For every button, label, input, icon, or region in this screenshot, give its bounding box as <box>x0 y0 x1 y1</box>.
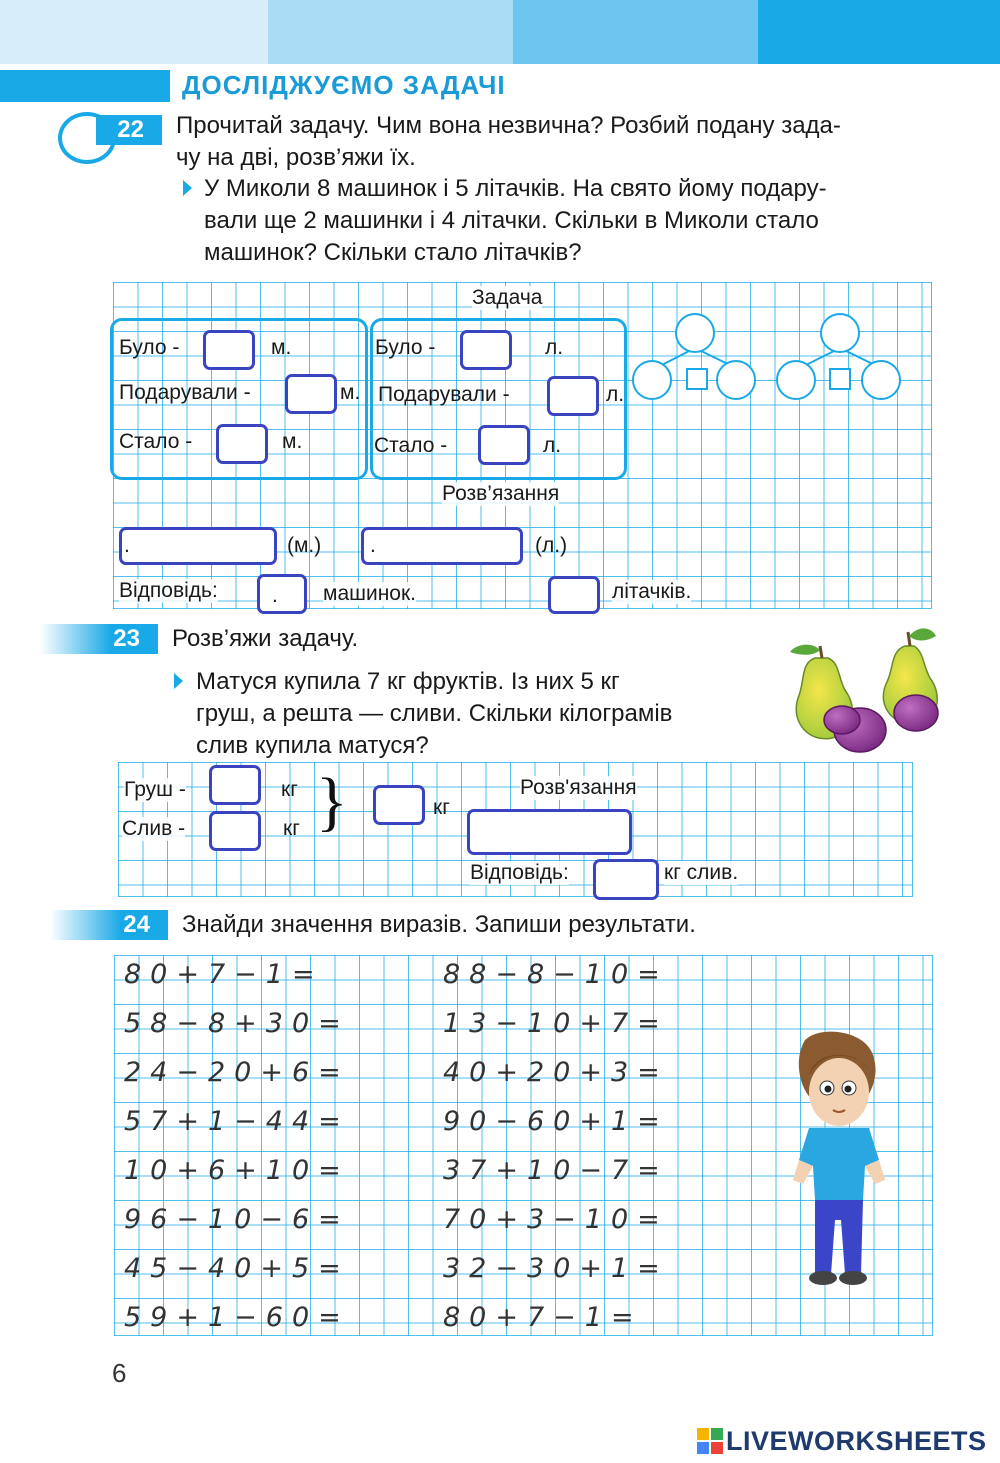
left-podaruvaly-label: Подарували - <box>119 381 251 404</box>
expression-left-2: 58−8+30= <box>124 1008 350 1039</box>
task-24-number: 24 <box>50 910 168 940</box>
slyv-unit: кг <box>283 817 300 840</box>
answer-cars-dot: . <box>272 584 278 607</box>
grush-label: Груш - <box>124 778 186 801</box>
rozvyazannya-label: Розв’язання <box>442 482 560 505</box>
task-22-problem-line1: У Миколи 8 машинок і 5 літачків. На свято йому подару- <box>204 175 827 202</box>
solution-cars-input[interactable] <box>119 527 277 565</box>
expression-right-4: 90−60+1= <box>443 1106 669 1137</box>
total-unit: кг <box>433 796 450 819</box>
left-bulo-input[interactable] <box>203 330 255 370</box>
fruit-illustration <box>770 618 950 763</box>
task-23-problem-line1: Матуся купила 7 кг фруктів. Із них 5 кг <box>196 668 620 695</box>
page-number: 6 <box>112 1358 127 1388</box>
task-22-problem-line2: вали ще 2 машинки і 4 літачки. Скільки в Миколи стало <box>204 207 819 234</box>
expression-left-6: 96−10−6= <box>124 1204 350 1235</box>
solution-planes-unit: (л.) <box>535 534 568 557</box>
task-23-problem-line2: груш, а решта — сливи. Скільки кілограмів <box>196 700 673 727</box>
task-22-instruction-line1: Прочитай задачу. Чим вона незвична? Розбий подану зада- <box>176 112 841 139</box>
left-podaruvaly-unit: м. <box>340 381 361 404</box>
task-24-instruction: Знайди значення виразів. Запиши результати. <box>182 911 696 938</box>
right-bulo-input[interactable] <box>460 330 512 370</box>
answer-cars-input[interactable] <box>257 574 307 614</box>
slyv-label: Слив - <box>122 817 186 840</box>
curly-brace-icon: } <box>316 765 348 838</box>
solution-planes-input[interactable] <box>361 527 523 565</box>
diagram1-part-circle-right[interactable] <box>716 360 756 400</box>
diagram1-sign-square[interactable] <box>686 368 708 390</box>
answer-planes-unit: літачків. <box>612 580 692 603</box>
left-stalo-unit: м. <box>282 430 303 453</box>
left-stalo-label: Стало - <box>119 430 193 453</box>
answer-23-label: Відповідь: <box>470 861 569 884</box>
diagram1-part-circle-left[interactable] <box>632 360 672 400</box>
zadacha-label: Задача <box>472 286 543 309</box>
right-stalo-unit: л. <box>543 434 562 457</box>
expression-right-2: 13−10+7= <box>443 1008 669 1039</box>
top-band-4 <box>758 0 1000 64</box>
task-22-number: 22 <box>96 115 162 145</box>
diagram2-part-circle-right[interactable] <box>861 360 901 400</box>
header-bar <box>0 70 170 102</box>
total-input[interactable] <box>373 785 425 825</box>
right-podaruvaly-input[interactable] <box>547 376 599 416</box>
solution-cars-unit: (м.) <box>287 534 322 557</box>
arrow-marker-icon <box>183 180 192 196</box>
expression-left-1: 80+7−1= <box>124 959 324 990</box>
expression-right-8: 80+7−1= <box>443 1302 643 1333</box>
answer-planes-input[interactable] <box>548 576 600 614</box>
expression-right-6: 70+3−10= <box>443 1204 669 1235</box>
diagram1-whole-circle[interactable] <box>675 313 715 353</box>
task-22-problem-line3: машинок? Скільки стало літачків? <box>204 239 582 266</box>
expression-left-3: 24−20+6= <box>124 1057 350 1088</box>
grush-input[interactable] <box>209 765 261 805</box>
solution-planes-dot: . <box>370 534 376 557</box>
expression-left-8: 59+1−60= <box>124 1302 350 1333</box>
right-bulo-label: Було - <box>375 336 436 359</box>
diagram2-whole-circle[interactable] <box>820 313 860 353</box>
answer-23-input[interactable] <box>593 859 659 900</box>
task-23-problem-line3: слив купила матуся? <box>196 732 429 759</box>
expression-left-4: 57+1−44= <box>124 1106 350 1137</box>
expression-right-5: 37+10−7= <box>443 1155 669 1186</box>
right-podaruvaly-label: Подарували - <box>378 383 510 406</box>
answer-23-unit: кг слив. <box>664 861 739 884</box>
task-22-instruction-line2: чу на дві, розв’яжи їх. <box>176 144 416 171</box>
rozvyazannya-23-label: Розв'язання <box>520 776 637 799</box>
answer-22-label: Відповідь: <box>119 579 218 602</box>
diagram2-part-circle-left[interactable] <box>776 360 816 400</box>
left-podaruvaly-input[interactable] <box>285 374 337 414</box>
slyv-input[interactable] <box>209 811 261 851</box>
solution-23-input[interactable] <box>467 809 632 855</box>
expression-right-1: 88−8−10= <box>443 959 669 990</box>
left-bulo-label: Було - <box>119 336 180 359</box>
right-stalo-label: Стало - <box>374 434 448 457</box>
task-23-instruction: Розв’яжи задачу. <box>172 625 359 652</box>
solution-cars-dot: . <box>124 534 130 557</box>
liveworksheets-logo: LIVEWORKSHEETS <box>726 1426 987 1456</box>
left-stalo-input[interactable] <box>216 424 268 464</box>
task-23-number: 23 <box>40 624 158 654</box>
expression-left-5: 10+6+10= <box>124 1155 350 1186</box>
top-band-1 <box>0 0 268 64</box>
expression-right-7: 32−30+1= <box>443 1253 669 1284</box>
answer-cars-unit: машинок. <box>323 582 416 605</box>
top-band-2 <box>268 0 513 64</box>
boy-illustration <box>775 1030 895 1292</box>
top-band-3 <box>513 0 758 64</box>
diagram2-sign-square[interactable] <box>829 368 851 390</box>
liveworksheets-logo-icon <box>697 1428 723 1454</box>
page-title: ДОСЛІДЖУЄМО ЗАДАЧІ <box>182 70 506 100</box>
expression-right-3: 40+20+3= <box>443 1057 669 1088</box>
grush-unit: кг <box>281 778 298 801</box>
arrow-marker-icon <box>174 673 183 689</box>
right-bulo-unit: л. <box>545 336 564 359</box>
expression-left-7: 45−40+5= <box>124 1253 350 1284</box>
right-podaruvaly-unit: л. <box>606 383 625 406</box>
right-stalo-input[interactable] <box>478 425 530 465</box>
left-bulo-unit: м. <box>271 336 292 359</box>
